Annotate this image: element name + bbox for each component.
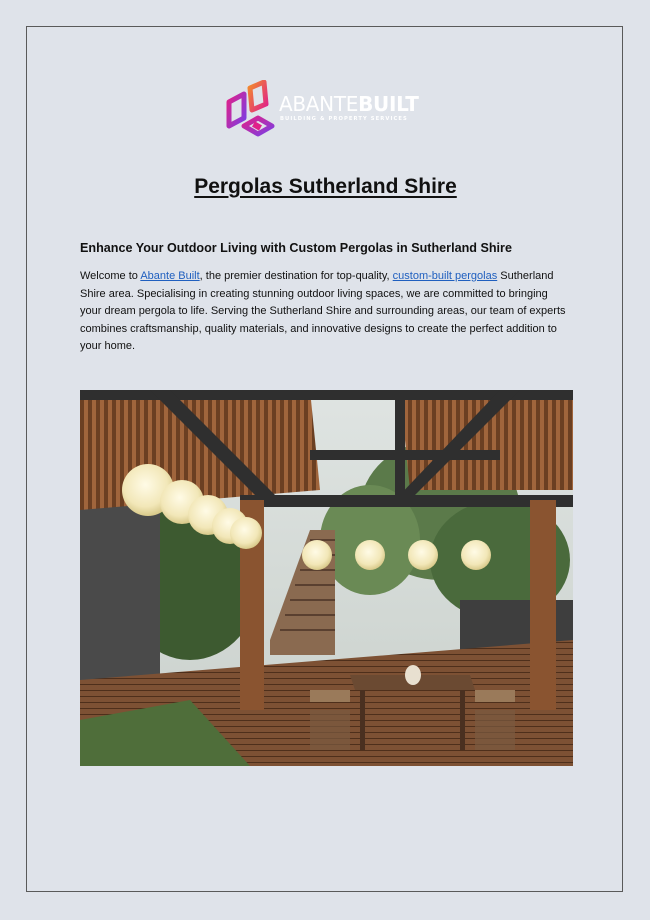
section-heading: Enhance Your Outdoor Living with Custom Pergolas in Sutherland Shire (80, 241, 512, 255)
logo-wordmark (279, 93, 419, 115)
page-title: Pergolas Sutherland Shire (194, 175, 457, 198)
photo-wall (80, 500, 160, 680)
custom-built-pergolas-link[interactable]: custom-built pergolas (392, 270, 498, 282)
logo-word-light: ABANTE (279, 92, 359, 116)
logo-tagline: BUILDING & PROPERTY SERVICES (280, 116, 408, 122)
intro-text-start: Welcome to (80, 270, 141, 282)
abante-built-logo[interactable] (226, 80, 426, 140)
abante-built-link[interactable]: Abante Built (140, 270, 200, 282)
intro-text-middle: , the premier destination for top-quality, (199, 270, 393, 282)
document-page (26, 26, 623, 892)
intro-paragraph (80, 268, 570, 356)
logo-word-bold: BUILT (358, 92, 419, 116)
logo-mark-icon (226, 80, 284, 140)
pergola-photo (80, 390, 573, 766)
intro-text-end: Sutherland Shire area. Specialising in creating stunning outdoor living spaces, we are committed to bringing your dream pergola to life. Serving the Sutherland Shire and surrounding areas, our team of experts combines craftsmanship, quality materials, and innovative designs to create the perfect addition to your home. (80, 270, 566, 352)
